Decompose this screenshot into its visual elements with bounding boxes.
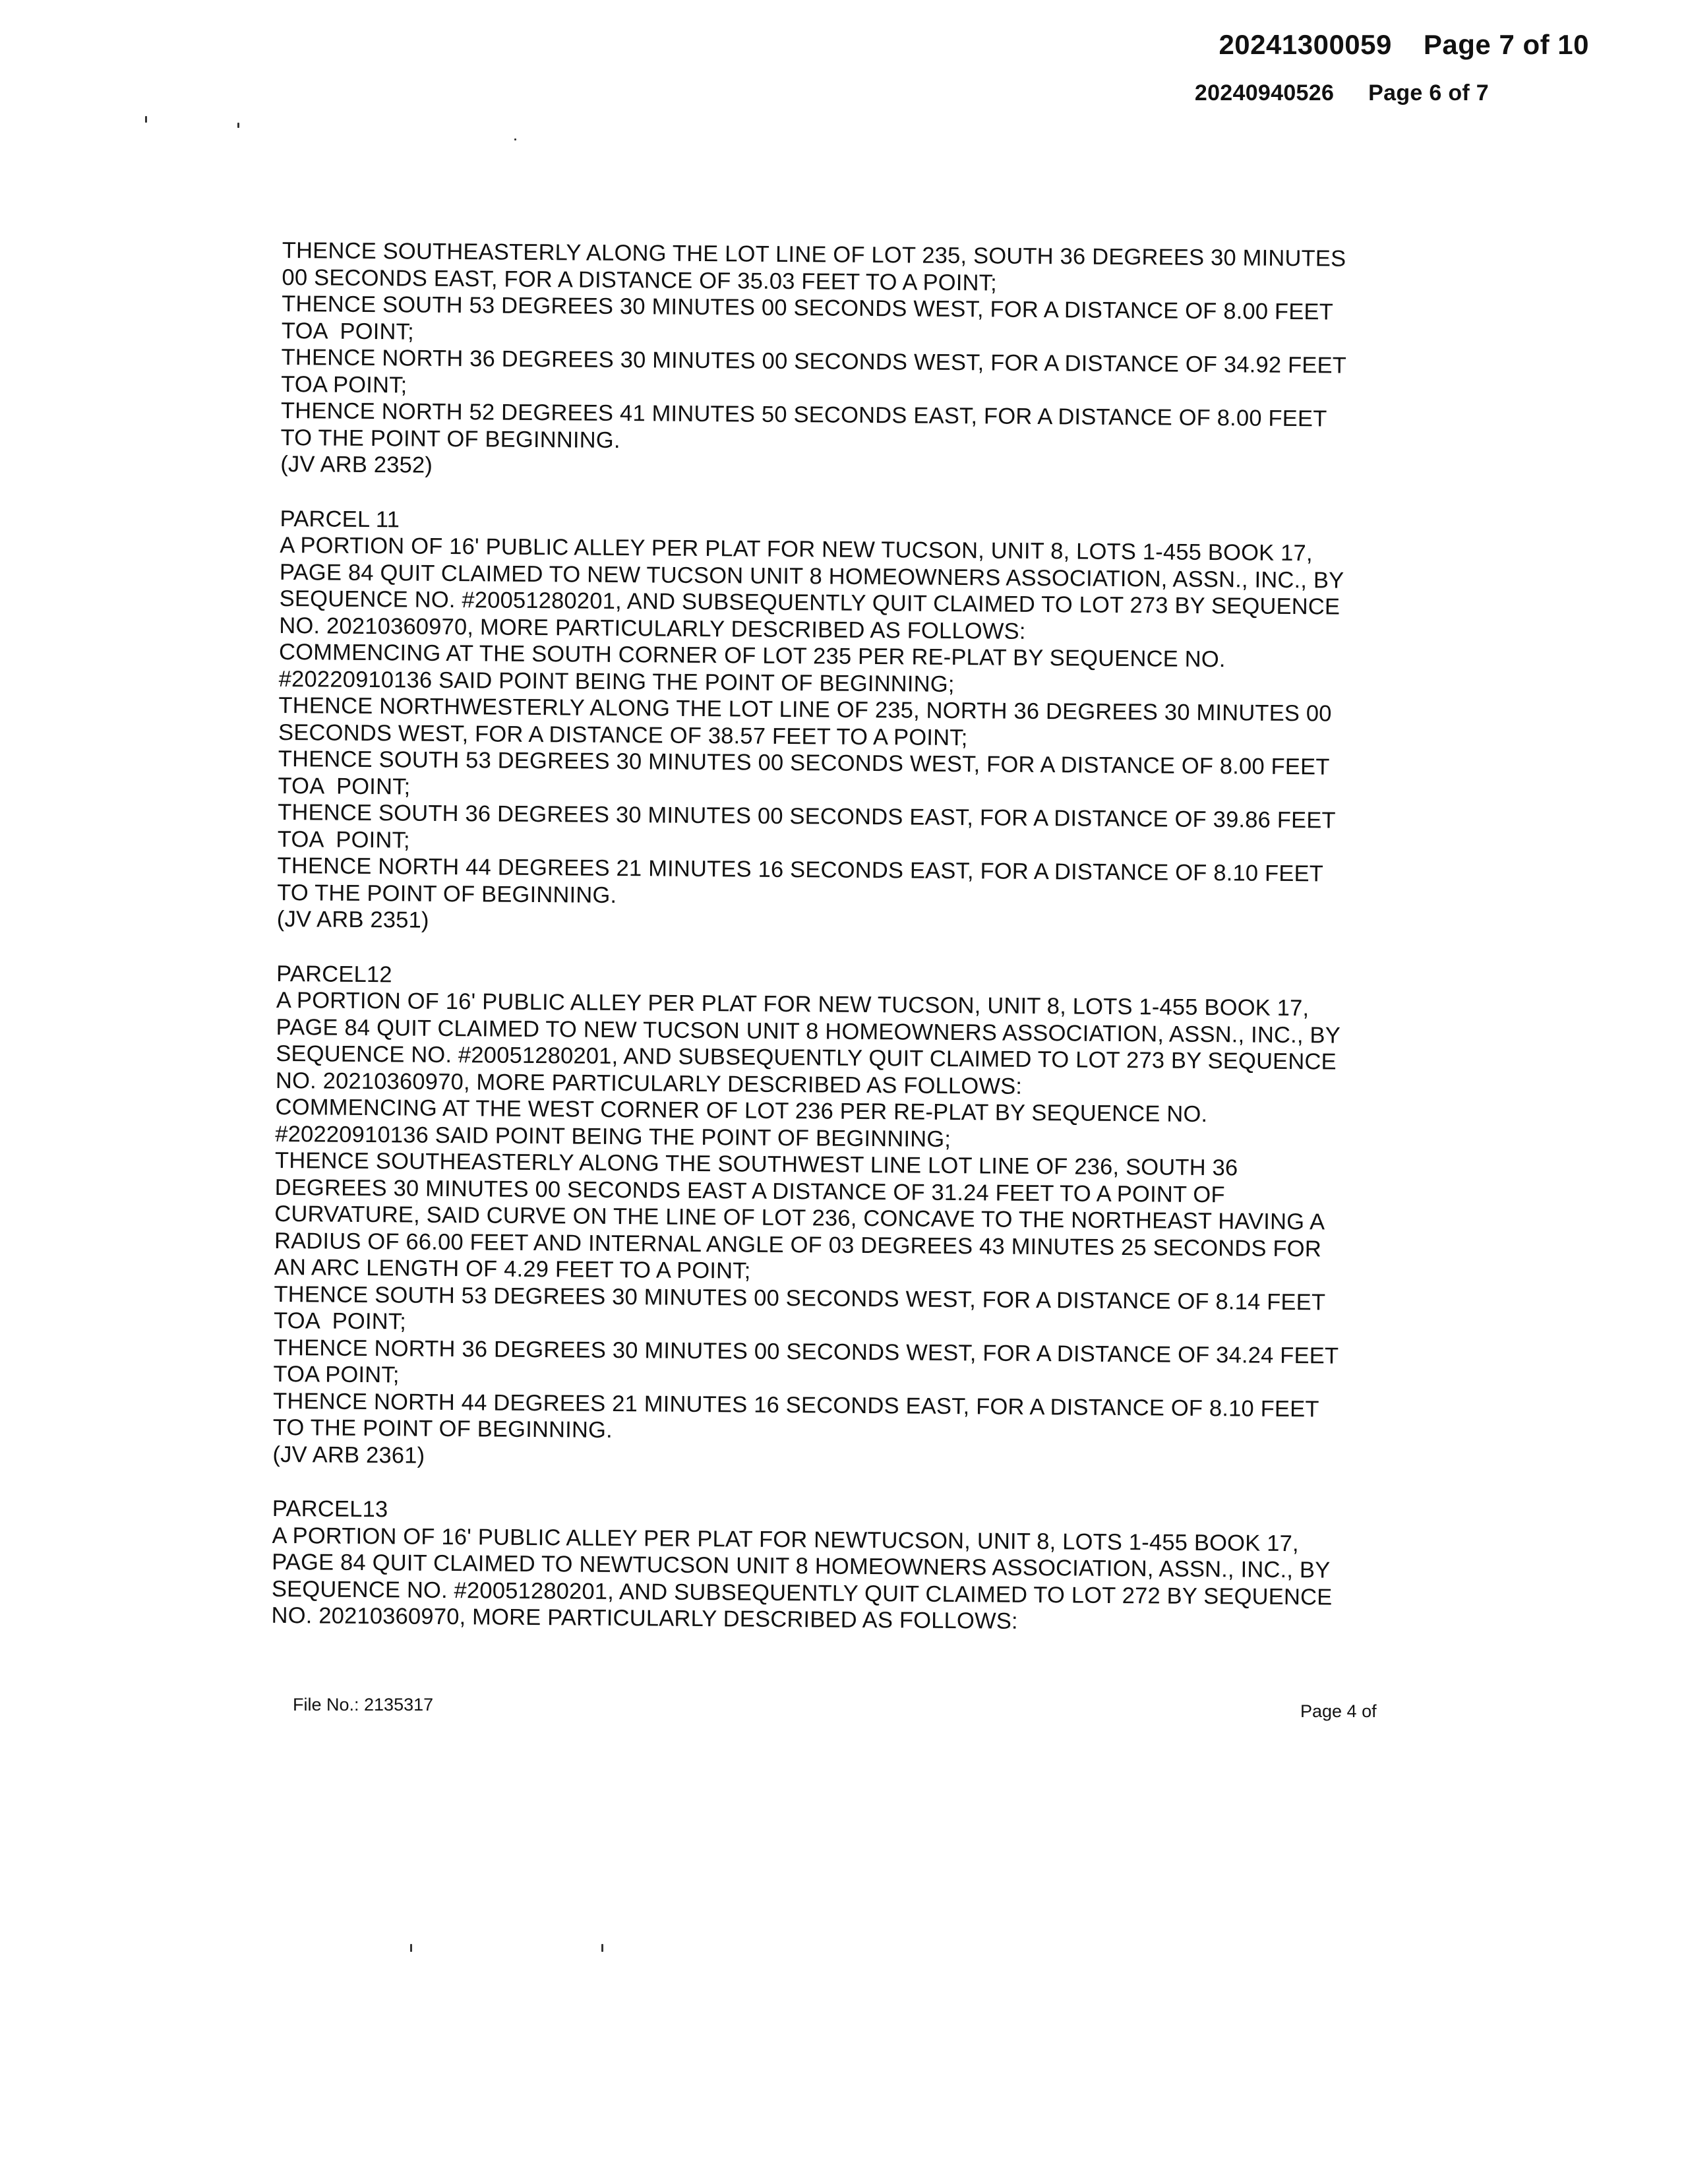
text-line: PAGE 84 QUIT CLAIMED TO NEWTUCSON UNIT 8 HOMEOWNERS ASSOCIATION, ASSN., INC., BY — [272, 1549, 1331, 1583]
scan-speck — [601, 1944, 603, 1952]
text-line: TO THE POINT OF BEGINNING. — [280, 425, 620, 453]
text-line: TOA POINT; — [278, 773, 411, 800]
text-line: TOA POINT; — [277, 826, 410, 853]
text-line: AN ARC LENGTH OF 4.29 FEET TO A POINT; — [274, 1254, 751, 1284]
text-line: #20220910136 SAID POINT BEING THE POINT OF BEGINNING; — [275, 1121, 951, 1152]
text-line: COMMENCING AT THE WEST CORNER OF LOT 236 PER RE-PLAT BY SEQUENCE NO. — [275, 1094, 1208, 1128]
text-line: THENCE SOUTH 53 DEGREES 30 MINUTES 00 SECONDS WEST, FOR A DISTANCE OF 8.00 FEET — [282, 291, 1334, 325]
text-line: THENCE NORTHWESTERLY ALONG THE LOT LINE OF 235, NORTH 36 DEGREES 30 MINUTES 00 — [278, 692, 1332, 727]
text-line: (JV ARB 2351) — [276, 906, 429, 933]
footer-page-number: Page 4 of — [1300, 1701, 1377, 1721]
text-line: RADIUS OF 66.00 FEET AND INTERNAL ANGLE OF 03 DEGREES 43 MINUTES 25 SECONDS FOR — [274, 1228, 1322, 1261]
recording-number: 20241300059 — [1219, 29, 1392, 60]
text-line: SEQUENCE NO. #20051280201, AND SUBSEQUENTLY QUIT CLAIMED TO LOT 273 BY SEQUENCE — [276, 1041, 1337, 1075]
text-line: A PORTION OF 16' PUBLIC ALLEY PER PLAT FOR NEW TUCSON, UNIT 8, LOTS 1-455 BOOK 17, — [280, 532, 1313, 566]
text-line: A PORTION OF 16' PUBLIC ALLEY PER PLAT FOR NEW TUCSON, UNIT 8, LOTS 1-455 BOOK 17, — [276, 987, 1310, 1021]
recording-page: Page 7 of 10 — [1423, 29, 1589, 60]
text-line: #20220910136 SAID POINT BEING THE POINT OF BEGINNING; — [278, 666, 955, 697]
text-line: THENCE SOUTHEASTERLY ALONG THE LOT LINE OF LOT 235, SOUTH 36 DEGREES 30 MINUTES — [282, 237, 1346, 272]
text-line: PARCEL13 — [272, 1496, 388, 1523]
recording-stamp — [1219, 29, 1589, 61]
text-line: TOA POINT; — [273, 1308, 407, 1335]
text-line: (JV ARB 2361) — [272, 1441, 425, 1469]
text-line: THENCE SOUTHEASTERLY ALONG THE SOUTHWEST LINE LOT LINE OF 236, SOUTH 36 — [274, 1147, 1238, 1181]
text-line: THENCE SOUTH 53 DEGREES 30 MINUTES 00 SECONDS WEST, FOR A DISTANCE OF 8.14 FEET — [274, 1281, 1326, 1315]
text-line: THENCE SOUTH 36 DEGREES 30 MINUTES 00 SECONDS EAST, FOR A DISTANCE OF 39.86 FEET — [278, 799, 1336, 834]
text-line: THENCE NORTH 36 DEGREES 30 MINUTES 00 SECONDS WEST, FOR A DISTANCE OF 34.92 FEET — [281, 344, 1347, 379]
text-line: SEQUENCE NO. #20051280201, AND SUBSEQUENTLY QUIT CLAIMED TO LOT 273 BY SEQUENCE — [279, 586, 1341, 620]
prior-recording-stamp — [1195, 80, 1489, 106]
text-line: PAGE 84 QUIT CLAIMED TO NEW TUCSON UNIT 8 HOMEOWNERS ASSOCIATION, ASSN., INC., BY — [276, 1014, 1341, 1048]
text-line: PARCEL 11 — [280, 506, 400, 532]
text-line: THENCE NORTH 44 DEGREES 21 MINUTES 16 SECONDS EAST, FOR A DISTANCE OF 8.10 FEET — [272, 1388, 1319, 1422]
text-line: PARCEL12 — [276, 961, 392, 987]
text-line: TO THE POINT OF BEGINNING. — [277, 880, 617, 908]
text-line: NO. 20210360970, MORE PARTICULARLY DESCRIBED AS FOLLOWS: — [271, 1602, 1018, 1634]
text-line: TOA POINT; — [281, 371, 407, 398]
text-line: COMMENCING AT THE SOUTH CORNER OF LOT 235 PER RE-PLAT BY SEQUENCE NO. — [278, 639, 1226, 673]
text-line: THENCE NORTH 52 DEGREES 41 MINUTES 50 SECONDS EAST, FOR A DISTANCE OF 8.00 FEET — [280, 398, 1327, 432]
text-line: SECONDS WEST, FOR A DISTANCE OF 38.57 FEET TO A POINT; — [278, 719, 968, 750]
text-line: (JV ARB 2352) — [280, 451, 433, 478]
text-line: TOA POINT; — [281, 318, 414, 345]
text-line: PAGE 84 QUIT CLAIMED TO NEW TUCSON UNIT 8 HOMEOWNERS ASSOCIATION, ASSN., INC., BY — [279, 559, 1344, 593]
legal-description — [271, 237, 1443, 1638]
text-line: DEGREES 30 MINUTES 00 SECONDS EAST A DISTANCE OF 31.24 FEET TO A POINT OF — [274, 1174, 1225, 1207]
scan-speck — [145, 116, 147, 123]
scan-speck — [514, 138, 516, 140]
scan-speck — [410, 1944, 412, 1952]
text-line: TOA POINT; — [273, 1361, 400, 1388]
text-line: THENCE NORTH 36 DEGREES 30 MINUTES 00 SECONDS WEST, FOR A DISTANCE OF 34.24 FEET — [273, 1335, 1339, 1369]
text-line: A PORTION OF 16' PUBLIC ALLEY PER PLAT FOR NEWTUCSON, UNIT 8, LOTS 1-455 BOOK 17, — [272, 1523, 1299, 1556]
text-line: NO. 20210360970, MORE PARTICULARLY DESCRIBED AS FOLLOWS: — [279, 613, 1026, 644]
text-line: TO THE POINT OF BEGINNING. — [272, 1414, 613, 1443]
text-line: CURVATURE, SAID CURVE ON THE LINE OF LOT 236, CONCAVE TO THE NORTHEAST HAVING A — [274, 1201, 1325, 1235]
prior-recording-page: Page 6 of 7 — [1368, 80, 1489, 106]
text-line: THENCE SOUTH 53 DEGREES 30 MINUTES 00 SECONDS WEST, FOR A DISTANCE OF 8.00 FEET — [278, 746, 1330, 780]
text-line: THENCE NORTH 44 DEGREES 21 MINUTES 16 SECONDS EAST, FOR A DISTANCE OF 8.10 FEET — [277, 853, 1324, 887]
text-line: SEQUENCE NO. #20051280201, AND SUBSEQUENTLY QUIT CLAIMED TO LOT 272 BY SEQUENCE — [271, 1576, 1333, 1610]
text-line: NO. 20210360970, MORE PARTICULARLY DESCRIBED AS FOLLOWS: — [275, 1068, 1023, 1099]
scan-speck — [237, 123, 239, 128]
file-number: File No.: 2135317 — [293, 1695, 434, 1714]
prior-recording-number: 20240940526 — [1194, 80, 1335, 106]
text-line: 00 SECONDS EAST, FOR A DISTANCE OF 35.03 FEET TO A POINT; — [282, 264, 998, 296]
